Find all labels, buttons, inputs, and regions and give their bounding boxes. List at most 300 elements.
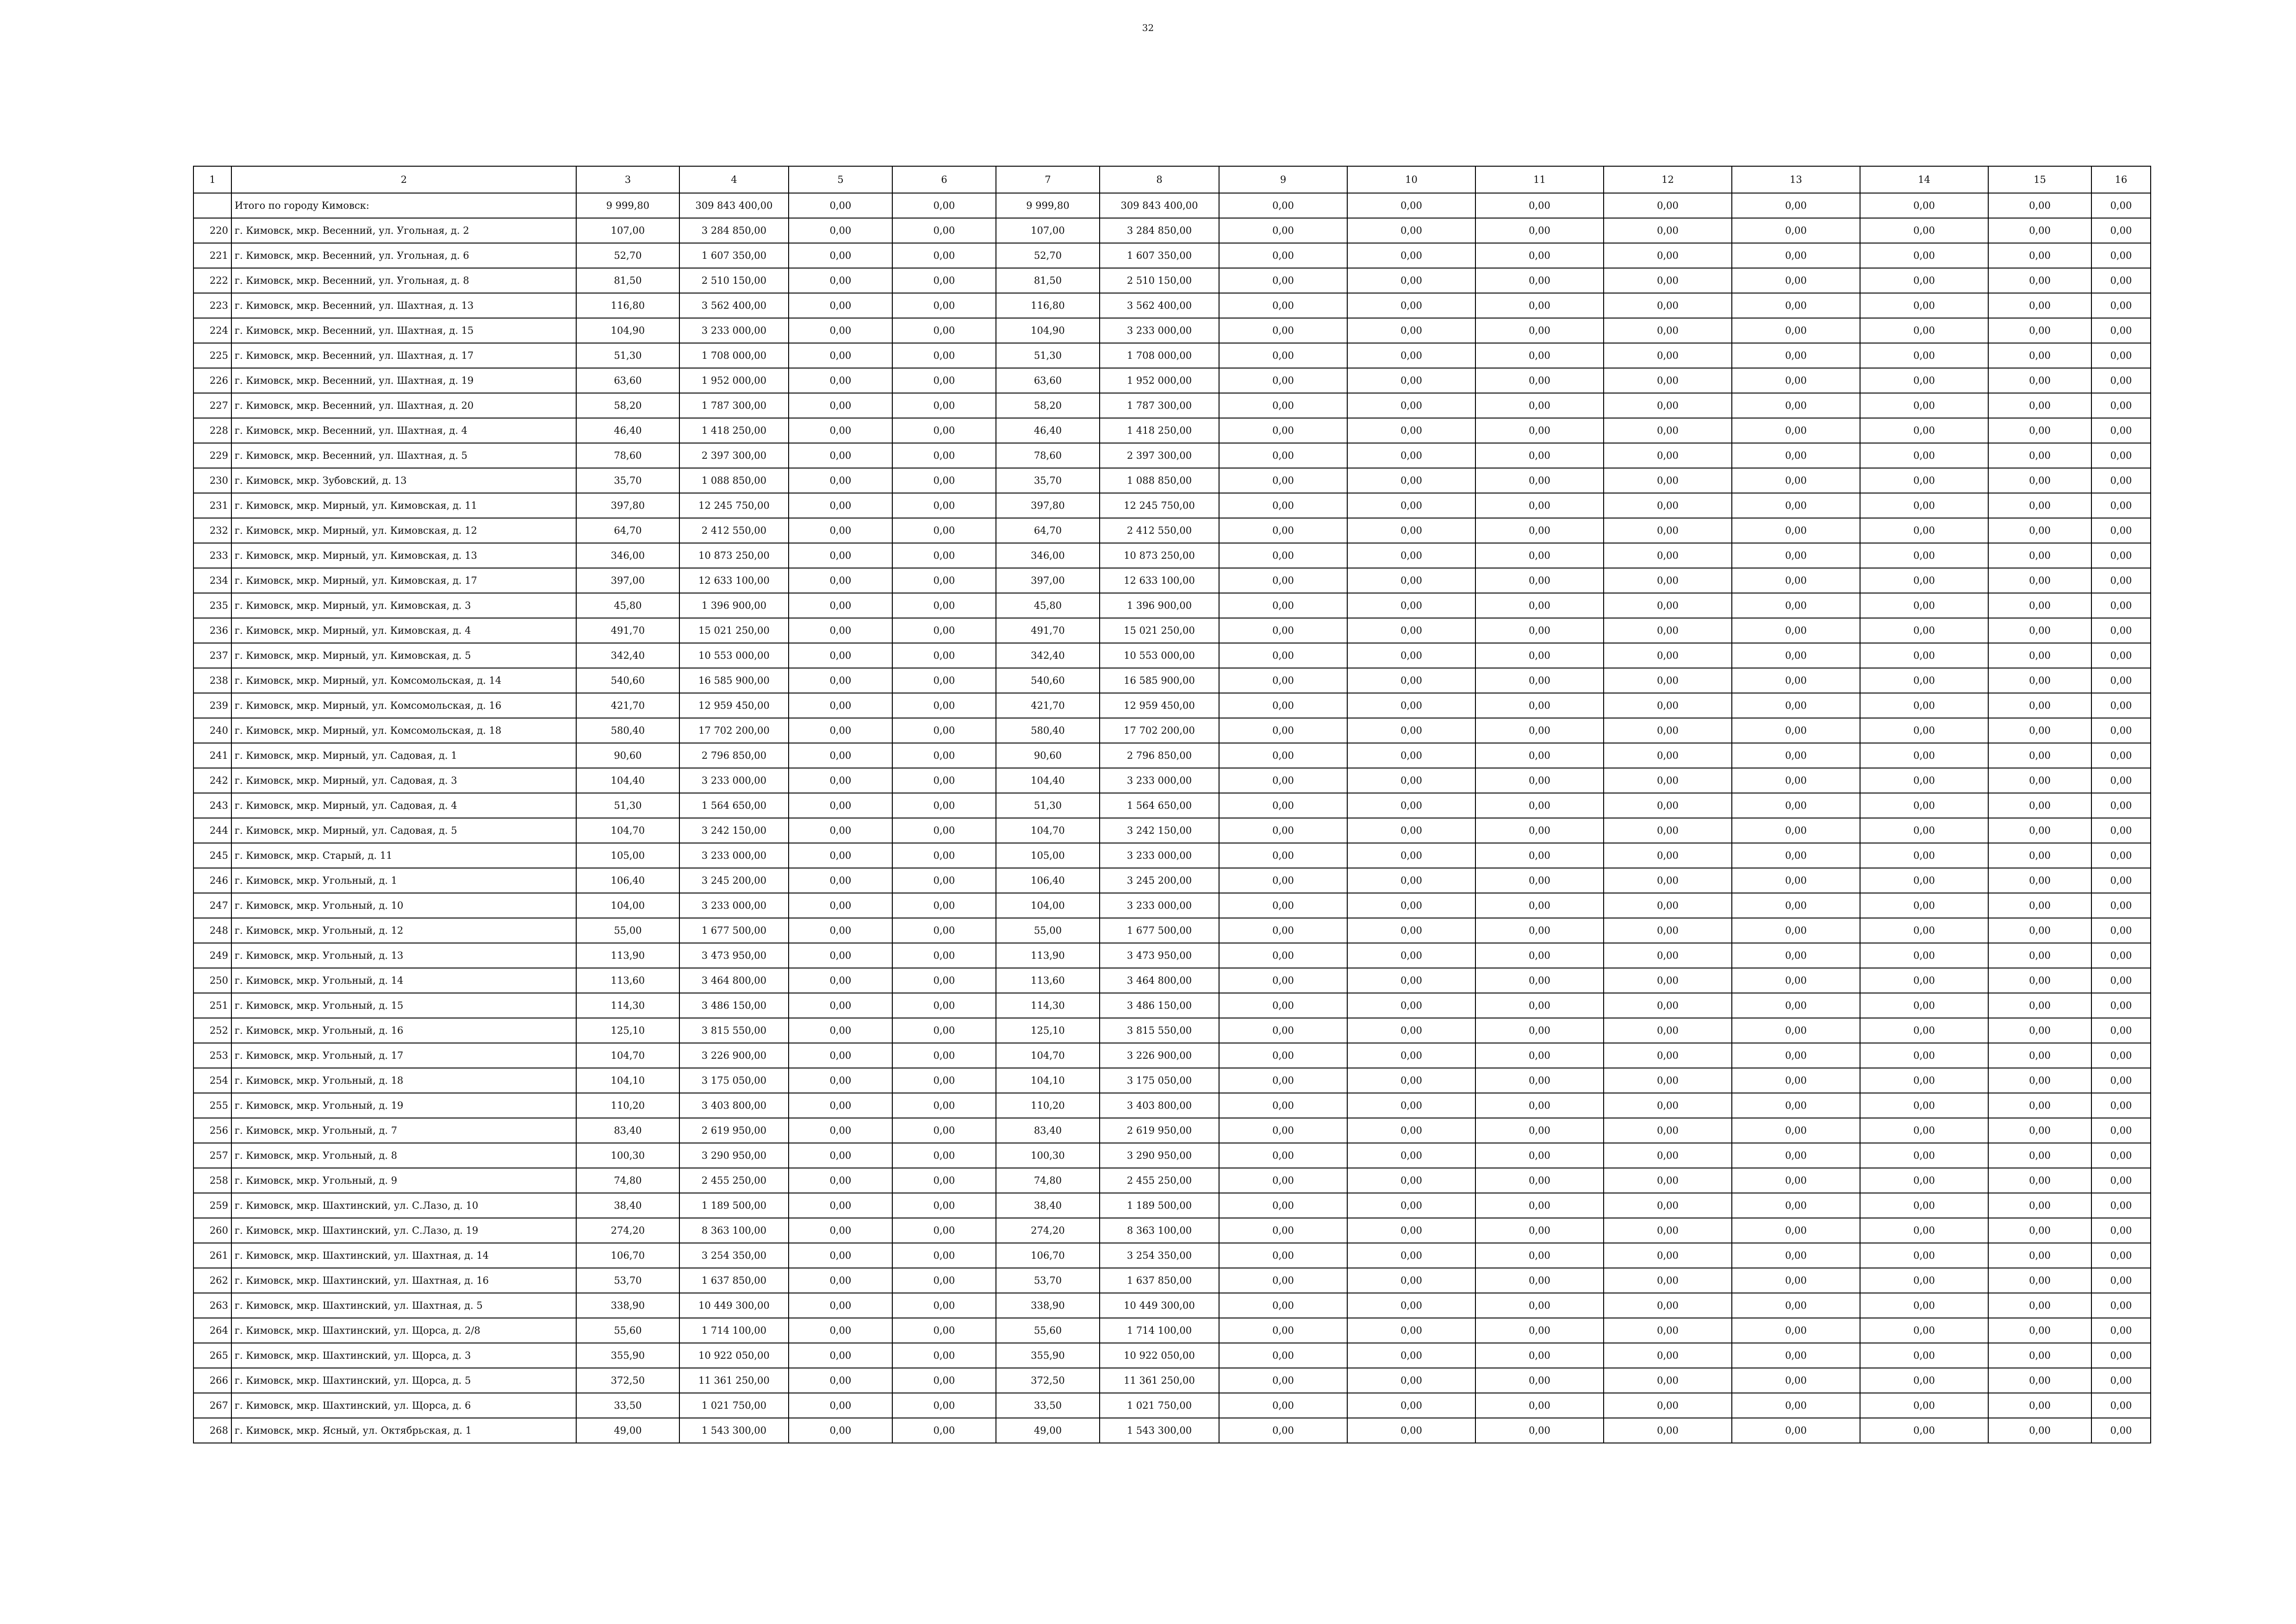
column-number: 13 xyxy=(1732,166,1860,193)
table-cell: 0,00 xyxy=(1347,418,1475,443)
table-cell: 113,90 xyxy=(996,943,1100,968)
table-cell: 0,00 xyxy=(789,543,892,568)
table-cell: 0,00 xyxy=(1732,268,1860,293)
table-cell: 0,00 xyxy=(1347,718,1475,743)
table-cell: 0,00 xyxy=(1219,543,1347,568)
table-cell: 0,00 xyxy=(1988,1293,2091,1318)
table-cell: 0,00 xyxy=(1860,193,1988,218)
table-cell: 0,00 xyxy=(1732,1318,1860,1343)
table-row xyxy=(193,293,2151,318)
table-cell: 0,00 xyxy=(1604,1318,1732,1343)
table-cell: 104,70 xyxy=(576,818,679,843)
table-row xyxy=(193,343,2151,368)
table-cell: 3 242 150,00 xyxy=(679,818,789,843)
table-row xyxy=(193,1318,2151,1343)
table-cell: 0,00 xyxy=(892,443,996,468)
table-cell: 55,60 xyxy=(576,1318,679,1343)
table-cell: 397,00 xyxy=(996,568,1100,593)
table-cell: 0,00 xyxy=(1988,368,2091,393)
address-cell: г. Кимовск, мкр. Шахтинский, ул. Щорса, д. 3 xyxy=(231,1343,576,1368)
table-cell: 0,00 xyxy=(1732,1268,1860,1293)
table-cell: 0,00 xyxy=(1860,1068,1988,1093)
table-cell: 0,00 xyxy=(1732,1118,1860,1143)
row-number: 253 xyxy=(193,1043,231,1068)
table-cell: 0,00 xyxy=(2091,318,2151,343)
table-cell: 0,00 xyxy=(1988,443,2091,468)
table-row xyxy=(193,1243,2151,1268)
table-cell: 0,00 xyxy=(1219,993,1347,1018)
table-cell: 0,00 xyxy=(2091,768,2151,793)
row-number: 265 xyxy=(193,1343,231,1368)
table-cell: 0,00 xyxy=(1347,743,1475,768)
table-cell: 0,00 xyxy=(1988,1018,2091,1043)
table-cell: 0,00 xyxy=(1475,1343,1604,1368)
table-row xyxy=(193,1343,2151,1368)
table-row xyxy=(193,1043,2151,1068)
table-cell: 0,00 xyxy=(1604,1218,1732,1243)
table-cell: 0,00 xyxy=(1219,1043,1347,1068)
table-cell: 0,00 xyxy=(1604,1043,1732,1068)
table-cell: 0,00 xyxy=(892,293,996,318)
table-cell: 0,00 xyxy=(1347,1218,1475,1243)
table-cell: 0,00 xyxy=(1219,1068,1347,1093)
table-cell: 0,00 xyxy=(1219,643,1347,668)
table-cell: 342,40 xyxy=(996,643,1100,668)
table-row xyxy=(193,318,2151,343)
table-cell: 0,00 xyxy=(1732,843,1860,868)
table-cell: 0,00 xyxy=(1219,568,1347,593)
table-cell: 0,00 xyxy=(1732,718,1860,743)
table-row xyxy=(193,1418,2151,1443)
address-cell: г. Кимовск, мкр. Угольный, д. 14 xyxy=(231,968,576,993)
table-cell: 0,00 xyxy=(1860,468,1988,493)
table-row xyxy=(193,443,2151,468)
table-cell: 113,60 xyxy=(576,968,679,993)
table-cell: 0,00 xyxy=(1475,468,1604,493)
row-number: 248 xyxy=(193,918,231,943)
table-cell: 15 021 250,00 xyxy=(1100,618,1219,643)
row-number: 236 xyxy=(193,618,231,643)
table-cell: 0,00 xyxy=(2091,1068,2151,1093)
address-cell: г. Кимовск, мкр. Мирный, ул. Комсомольская, д. 18 xyxy=(231,718,576,743)
table-cell: 3 175 050,00 xyxy=(679,1068,789,1093)
table-cell: 0,00 xyxy=(1219,1343,1347,1368)
table-cell: 0,00 xyxy=(789,418,892,443)
table-cell: 0,00 xyxy=(1219,393,1347,418)
table-cell: 0,00 xyxy=(1347,318,1475,343)
table-cell: 105,00 xyxy=(996,843,1100,868)
table-cell: 0,00 xyxy=(892,1018,996,1043)
table-cell: 0,00 xyxy=(1988,1243,2091,1268)
table-cell: 0,00 xyxy=(1219,468,1347,493)
table-cell: 0,00 xyxy=(789,1293,892,1318)
table-cell: 0,00 xyxy=(892,918,996,943)
table-cell: 0,00 xyxy=(1219,793,1347,818)
table-cell: 104,10 xyxy=(576,1068,679,1093)
table-cell: 0,00 xyxy=(2091,593,2151,618)
table-cell: 0,00 xyxy=(1347,1193,1475,1218)
table-cell: 0,00 xyxy=(1860,318,1988,343)
table-cell: 15 021 250,00 xyxy=(679,618,789,643)
table-cell: 0,00 xyxy=(2091,1368,2151,1393)
table-cell: 0,00 xyxy=(1732,418,1860,443)
table-cell: 0,00 xyxy=(1475,668,1604,693)
row-number: 243 xyxy=(193,793,231,818)
table-cell: 105,00 xyxy=(576,843,679,868)
table-cell: 0,00 xyxy=(1347,193,1475,218)
table-cell: 0,00 xyxy=(1347,1118,1475,1143)
address-cell: г. Кимовск, мкр. Весенний, ул. Шахтная, д. 15 xyxy=(231,318,576,343)
table-cell: 0,00 xyxy=(1988,593,2091,618)
table-cell: 0,00 xyxy=(892,743,996,768)
table-cell: 0,00 xyxy=(1219,918,1347,943)
table-cell: 45,80 xyxy=(576,593,679,618)
row-number: 225 xyxy=(193,343,231,368)
table-cell: 1 418 250,00 xyxy=(679,418,789,443)
table-cell: 0,00 xyxy=(1475,818,1604,843)
table-cell: 8 363 100,00 xyxy=(1100,1218,1219,1243)
table-cell: 74,80 xyxy=(576,1168,679,1193)
table-cell: 0,00 xyxy=(1475,793,1604,818)
address-cell: г. Кимовск, мкр. Мирный, ул. Комсомольская, д. 14 xyxy=(231,668,576,693)
address-cell: г. Кимовск, мкр. Мирный, ул. Садовая, д. 3 xyxy=(231,768,576,793)
table-cell: 0,00 xyxy=(1732,393,1860,418)
table-cell: 0,00 xyxy=(892,568,996,593)
table-cell: 0,00 xyxy=(789,993,892,1018)
table-cell: 0,00 xyxy=(2091,568,2151,593)
table-row xyxy=(193,543,2151,568)
table-cell: 580,40 xyxy=(576,718,679,743)
table-cell: 0,00 xyxy=(1860,1318,1988,1343)
table-cell: 0,00 xyxy=(1604,568,1732,593)
table-cell: 0,00 xyxy=(1347,943,1475,968)
table-cell: 3 464 800,00 xyxy=(1100,968,1219,993)
table-cell: 0,00 xyxy=(1732,493,1860,518)
table-cell: 0,00 xyxy=(1732,1143,1860,1168)
table-cell: 0,00 xyxy=(1347,543,1475,568)
table-cell: 0,00 xyxy=(892,818,996,843)
table-cell: 0,00 xyxy=(1860,368,1988,393)
table-row xyxy=(193,668,2151,693)
table-cell: 0,00 xyxy=(1347,1368,1475,1393)
table-cell: 90,60 xyxy=(576,743,679,768)
table-row xyxy=(193,418,2151,443)
row-number: 249 xyxy=(193,943,231,968)
table-cell: 2 796 850,00 xyxy=(679,743,789,768)
table-cell: 74,80 xyxy=(996,1168,1100,1193)
table-cell: 0,00 xyxy=(789,218,892,243)
table-cell: 0,00 xyxy=(1732,218,1860,243)
table-cell: 0,00 xyxy=(1604,368,1732,393)
table-cell: 10 553 000,00 xyxy=(679,643,789,668)
table-cell: 0,00 xyxy=(1732,468,1860,493)
table-cell: 540,60 xyxy=(576,668,679,693)
table-cell: 0,00 xyxy=(1988,193,2091,218)
table-cell: 0,00 xyxy=(1347,243,1475,268)
address-cell: г. Кимовск, мкр. Мирный, ул. Кимовская, д. 4 xyxy=(231,618,576,643)
table-cell: 0,00 xyxy=(1347,493,1475,518)
table-cell: 397,80 xyxy=(996,493,1100,518)
table-cell: 0,00 xyxy=(789,943,892,968)
table-cell: 0,00 xyxy=(1475,193,1604,218)
table-cell: 0,00 xyxy=(1347,1143,1475,1168)
table-cell: 0,00 xyxy=(1732,693,1860,718)
table-cell: 0,00 xyxy=(2091,443,2151,468)
table-cell: 1 714 100,00 xyxy=(679,1318,789,1343)
table-cell: 107,00 xyxy=(576,218,679,243)
table-cell: 0,00 xyxy=(1732,768,1860,793)
table-cell: 0,00 xyxy=(789,1368,892,1393)
table-cell: 0,00 xyxy=(1219,843,1347,868)
table-cell: 0,00 xyxy=(1604,193,1732,218)
table-cell: 0,00 xyxy=(1604,293,1732,318)
table-cell: 1 189 500,00 xyxy=(679,1193,789,1218)
row-number: 259 xyxy=(193,1193,231,1218)
table-cell: 0,00 xyxy=(1732,618,1860,643)
table-cell: 0,00 xyxy=(2091,1143,2151,1168)
table-cell: 0,00 xyxy=(1860,293,1988,318)
table-cell: 0,00 xyxy=(892,643,996,668)
table-cell: 11 361 250,00 xyxy=(679,1368,789,1393)
table-cell: 3 290 950,00 xyxy=(1100,1143,1219,1168)
table-cell: 3 242 150,00 xyxy=(1100,818,1219,843)
table-cell: 0,00 xyxy=(892,718,996,743)
table-cell: 1 637 850,00 xyxy=(679,1268,789,1293)
table-cell: 0,00 xyxy=(892,468,996,493)
address-cell: г. Кимовск, мкр. Угольный, д. 18 xyxy=(231,1068,576,1093)
table-cell: 106,70 xyxy=(996,1243,1100,1268)
table-cell: 0,00 xyxy=(1988,893,2091,918)
table-row xyxy=(193,1193,2151,1218)
table-cell: 0,00 xyxy=(2091,218,2151,243)
table-cell: 0,00 xyxy=(1219,1093,1347,1118)
table-cell: 0,00 xyxy=(1860,243,1988,268)
table-cell: 0,00 xyxy=(1988,568,2091,593)
table-cell: 1 677 500,00 xyxy=(1100,918,1219,943)
table-cell: 17 702 200,00 xyxy=(679,718,789,743)
row-number: 256 xyxy=(193,1118,231,1143)
table-cell: 12 245 750,00 xyxy=(679,493,789,518)
table-cell: 104,40 xyxy=(576,768,679,793)
address-cell: г. Кимовск, мкр. Мирный, ул. Кимовская, д. 5 xyxy=(231,643,576,668)
table-cell: 0,00 xyxy=(1860,1268,1988,1293)
table-cell: 0,00 xyxy=(892,493,996,518)
address-cell: г. Кимовск, мкр. Весенний, ул. Угольная, д. 6 xyxy=(231,243,576,268)
table-cell: 0,00 xyxy=(1219,818,1347,843)
table-cell: 0,00 xyxy=(1988,993,2091,1018)
table-cell: 0,00 xyxy=(1219,268,1347,293)
table-cell: 0,00 xyxy=(1347,643,1475,668)
table-row xyxy=(193,593,2151,618)
row-number: 232 xyxy=(193,518,231,543)
table-cell: 0,00 xyxy=(1347,1093,1475,1118)
table-cell: 0,00 xyxy=(892,318,996,343)
table-cell: 0,00 xyxy=(789,1243,892,1268)
table-cell: 0,00 xyxy=(789,468,892,493)
table-cell: 0,00 xyxy=(1219,1318,1347,1343)
row-number: 229 xyxy=(193,443,231,468)
table-cell: 0,00 xyxy=(1347,818,1475,843)
table-cell: 0,00 xyxy=(2091,468,2151,493)
table-cell: 107,00 xyxy=(996,218,1100,243)
table-cell: 2 796 850,00 xyxy=(1100,743,1219,768)
table-cell: 0,00 xyxy=(1988,1093,2091,1118)
table-cell: 0,00 xyxy=(1219,1193,1347,1218)
table-cell: 0,00 xyxy=(1347,793,1475,818)
table-row xyxy=(193,818,2151,843)
table-cell: 1 708 000,00 xyxy=(679,343,789,368)
table-row xyxy=(193,618,2151,643)
table-cell: 0,00 xyxy=(1219,243,1347,268)
table-cell: 0,00 xyxy=(1475,493,1604,518)
table-cell: 0,00 xyxy=(1860,668,1988,693)
table-cell: 0,00 xyxy=(1860,968,1988,993)
column-number: 8 xyxy=(1100,166,1219,193)
table-cell: 0,00 xyxy=(1219,1418,1347,1443)
row-number: 237 xyxy=(193,643,231,668)
table-cell: 12 959 450,00 xyxy=(679,693,789,718)
table-cell: 0,00 xyxy=(1988,1193,2091,1218)
table-cell: 0,00 xyxy=(1604,943,1732,968)
table-cell: 0,00 xyxy=(1860,943,1988,968)
address-cell: г. Кимовск, мкр. Мирный, ул. Садовая, д. 4 xyxy=(231,793,576,818)
table-cell: 3 233 000,00 xyxy=(679,768,789,793)
table-cell: 0,00 xyxy=(789,1093,892,1118)
table-cell: 0,00 xyxy=(892,1093,996,1118)
table-cell: 0,00 xyxy=(1219,593,1347,618)
table-cell: 0,00 xyxy=(1860,1368,1988,1393)
table-cell: 0,00 xyxy=(2091,1418,2151,1443)
column-number: 6 xyxy=(892,166,996,193)
table-cell: 0,00 xyxy=(1860,443,1988,468)
table-cell: 0,00 xyxy=(1604,1268,1732,1293)
address-cell: г. Кимовск, мкр. Мирный, ул. Кимовская, д. 3 xyxy=(231,593,576,618)
table-cell: 0,00 xyxy=(1347,393,1475,418)
table-cell: 3 254 350,00 xyxy=(679,1243,789,1268)
table-cell: 0,00 xyxy=(2091,1218,2151,1243)
table-cell: 0,00 xyxy=(2091,918,2151,943)
table-cell: 0,00 xyxy=(789,718,892,743)
table-cell: 0,00 xyxy=(1475,618,1604,643)
table-cell: 0,00 xyxy=(2091,943,2151,968)
table-cell: 64,70 xyxy=(576,518,679,543)
table-cell: 0,00 xyxy=(1475,1043,1604,1068)
table-cell: 0,00 xyxy=(1475,1268,1604,1293)
table-row xyxy=(193,468,2151,493)
table-cell: 0,00 xyxy=(1604,1393,1732,1418)
table-row xyxy=(193,993,2151,1018)
table-cell: 0,00 xyxy=(2091,718,2151,743)
table-cell: 106,40 xyxy=(576,868,679,893)
table-cell: 0,00 xyxy=(789,268,892,293)
table-cell: 3 815 550,00 xyxy=(679,1018,789,1043)
table-cell: 0,00 xyxy=(1860,918,1988,943)
table-cell: 0,00 xyxy=(1988,343,2091,368)
address-cell: г. Кимовск, мкр. Старый, д. 11 xyxy=(231,843,576,868)
table-cell: 125,10 xyxy=(576,1018,679,1043)
table-cell: 0,00 xyxy=(1732,243,1860,268)
table-row xyxy=(193,568,2151,593)
table-cell: 11 361 250,00 xyxy=(1100,1368,1219,1393)
table-cell: 16 585 900,00 xyxy=(679,668,789,693)
table-cell: 12 245 750,00 xyxy=(1100,493,1219,518)
table-cell: 49,00 xyxy=(576,1418,679,1443)
table-cell: 1 088 850,00 xyxy=(1100,468,1219,493)
table-cell: 0,00 xyxy=(892,393,996,418)
table-cell: 0,00 xyxy=(2091,293,2151,318)
table-cell: 0,00 xyxy=(1347,293,1475,318)
table-cell: 0,00 xyxy=(1475,893,1604,918)
table-cell: 0,00 xyxy=(789,793,892,818)
table-cell: 0,00 xyxy=(1347,693,1475,718)
table-cell: 0,00 xyxy=(789,1268,892,1293)
table-cell: 0,00 xyxy=(1219,868,1347,893)
table-cell: 0,00 xyxy=(1475,1418,1604,1443)
table-cell: 106,40 xyxy=(996,868,1100,893)
table-cell: 0,00 xyxy=(1860,893,1988,918)
table-cell: 0,00 xyxy=(1219,743,1347,768)
table-cell: 114,30 xyxy=(996,993,1100,1018)
table-cell: 0,00 xyxy=(892,1043,996,1068)
table-cell: 0,00 xyxy=(2091,993,2151,1018)
table-row xyxy=(193,893,2151,918)
table-cell: 0,00 xyxy=(1988,868,2091,893)
table-cell: 346,00 xyxy=(996,543,1100,568)
table-cell: 0,00 xyxy=(2091,868,2151,893)
table-cell: 0,00 xyxy=(2091,393,2151,418)
table-cell: 0,00 xyxy=(1475,218,1604,243)
table-cell: 12 633 100,00 xyxy=(679,568,789,593)
table-cell: 0,00 xyxy=(1347,1293,1475,1318)
table-cell: 0,00 xyxy=(1860,793,1988,818)
table-cell: 0,00 xyxy=(1732,368,1860,393)
table-cell: 0,00 xyxy=(1732,1368,1860,1393)
table-cell: 0,00 xyxy=(1347,1043,1475,1068)
table-cell: 0,00 xyxy=(1475,1293,1604,1318)
table-cell: 0,00 xyxy=(1604,1418,1732,1443)
table-cell: 0,00 xyxy=(1347,1268,1475,1293)
table-cell: 0,00 xyxy=(1604,1143,1732,1168)
table-row xyxy=(193,1218,2151,1243)
table-cell: 0,00 xyxy=(892,993,996,1018)
table-row xyxy=(193,1293,2151,1318)
table-row xyxy=(193,268,2151,293)
column-number: 4 xyxy=(679,166,789,193)
table-cell: 0,00 xyxy=(2091,518,2151,543)
table-cell: 0,00 xyxy=(789,968,892,993)
address-cell: г. Кимовск, мкр. Угольный, д. 13 xyxy=(231,943,576,968)
table-cell: 0,00 xyxy=(1475,1318,1604,1343)
table-cell: 0,00 xyxy=(1604,668,1732,693)
table-cell: 0,00 xyxy=(789,918,892,943)
table-cell: 0,00 xyxy=(789,1318,892,1343)
table-cell: 0,00 xyxy=(1604,1168,1732,1193)
table-cell: 0,00 xyxy=(1347,468,1475,493)
table-cell: 0,00 xyxy=(2091,618,2151,643)
row-number: 245 xyxy=(193,843,231,868)
table-cell: 0,00 xyxy=(1475,593,1604,618)
table-cell: 0,00 xyxy=(1604,268,1732,293)
table-cell: 52,70 xyxy=(996,243,1100,268)
table-cell: 0,00 xyxy=(1860,1168,1988,1193)
table-cell: 0,00 xyxy=(1347,518,1475,543)
table-cell: 0,00 xyxy=(1988,693,2091,718)
table-cell: 0,00 xyxy=(2091,243,2151,268)
table-cell: 0,00 xyxy=(1988,418,2091,443)
table-cell: 0,00 xyxy=(2091,1268,2151,1293)
table-cell: 0,00 xyxy=(1347,593,1475,618)
table-cell: 0,00 xyxy=(789,893,892,918)
